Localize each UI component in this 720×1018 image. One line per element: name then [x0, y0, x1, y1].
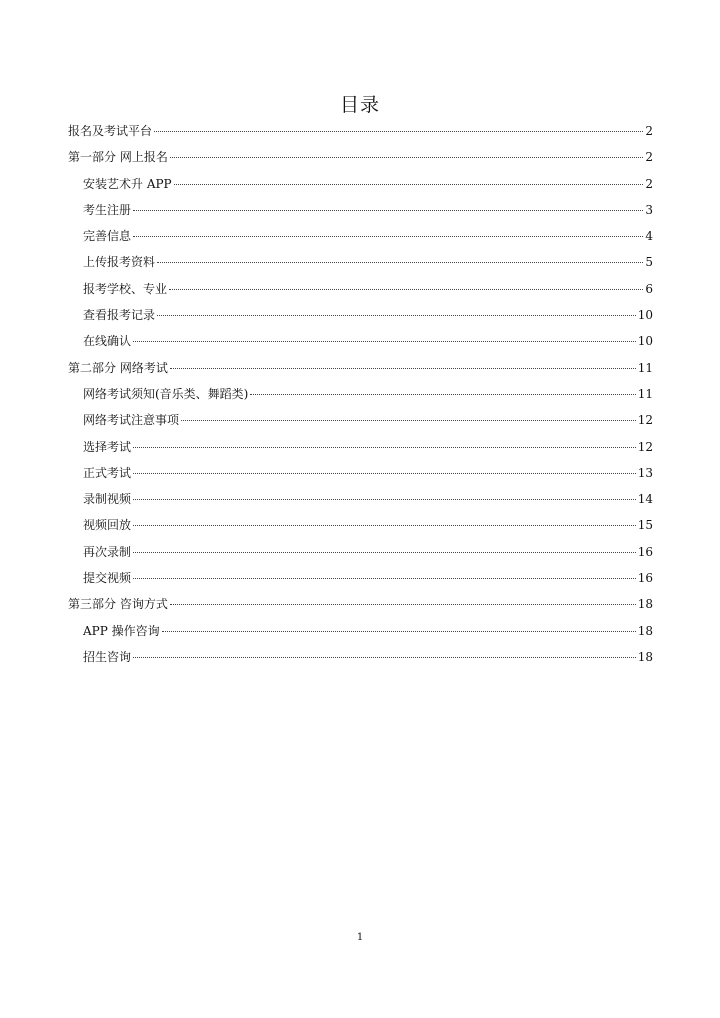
toc-dot-leader [133, 525, 636, 526]
toc-dot-leader [157, 315, 636, 316]
toc-dot-leader [170, 368, 636, 369]
toc-entry-page: 10 [637, 308, 653, 323]
toc-entry-label: 完善信息 [83, 229, 132, 244]
toc-title: 目录 [339, 94, 380, 116]
toc-entry-label: 第二部分 网络考试 [68, 360, 168, 375]
toc-entry-page: 5 [645, 255, 653, 270]
toc-entry-label: 招生咨询 [83, 649, 132, 664]
toc-dot-leader [133, 657, 636, 658]
toc-entry[interactable] [68, 302, 653, 328]
toc-entry-label: 网络考试注意事项 [83, 413, 180, 428]
toc-entry[interactable] [68, 618, 653, 644]
toc-dot-leader [133, 473, 636, 474]
toc-entry-label: 正式考试 [83, 465, 132, 480]
toc-entry[interactable] [68, 144, 653, 170]
toc-entry[interactable] [68, 407, 653, 433]
toc-entry-page: 11 [637, 386, 653, 401]
toc-entry[interactable] [68, 539, 653, 565]
toc-dot-leader [133, 552, 636, 553]
toc-entry-label: 视频回放 [83, 518, 132, 533]
toc-entry[interactable] [68, 223, 653, 249]
toc-dot-leader [170, 604, 636, 605]
toc-dot-leader [162, 631, 636, 632]
toc-entry-page: 3 [645, 202, 653, 217]
toc-entry-label: 网络考试须知(音乐类、舞蹈类) [83, 386, 249, 401]
toc-entry[interactable] [68, 381, 653, 407]
toc-entry[interactable] [68, 118, 653, 144]
toc-dot-leader [169, 289, 643, 290]
toc-entry-page: 4 [645, 229, 653, 244]
toc-entry-label: 第一部分 网上报名 [68, 150, 168, 165]
toc-entry-page: 18 [637, 597, 653, 612]
toc-entry-page: 12 [637, 439, 653, 454]
toc-entry[interactable] [68, 355, 653, 381]
toc-entry[interactable] [68, 171, 653, 197]
toc-entry-page: 13 [637, 465, 653, 480]
toc-entry-label: 第三部分 咨询方式 [68, 597, 168, 612]
toc-entry-label: 查看报考记录 [83, 308, 156, 323]
toc-entry[interactable] [68, 644, 653, 670]
toc-entry-page: 11 [637, 360, 653, 375]
toc-dot-leader [133, 447, 636, 448]
toc-entry[interactable] [68, 328, 653, 354]
toc-entry-page: 15 [637, 518, 653, 533]
toc-dot-leader [250, 394, 635, 395]
toc-entry[interactable] [68, 565, 653, 591]
toc-entry[interactable] [68, 591, 653, 617]
toc-entry-page: 2 [645, 150, 653, 165]
toc-dot-leader [170, 157, 643, 158]
toc-entry-page: 2 [645, 176, 653, 191]
toc-entry-label: 安装艺术升 APP [83, 176, 172, 191]
toc-entry-label: 选择考试 [83, 439, 132, 454]
toc-entry-page: 10 [637, 334, 653, 349]
toc-dot-leader [133, 210, 643, 211]
toc-entry[interactable] [68, 434, 653, 460]
toc-entry[interactable] [68, 460, 653, 486]
toc-entry-label: 考生注册 [83, 202, 132, 217]
toc-entry-page: 12 [637, 413, 653, 428]
toc-entry-page: 14 [637, 492, 653, 507]
toc-entry[interactable] [68, 486, 653, 512]
toc-dot-leader [133, 578, 636, 579]
toc-entry-page: 16 [637, 544, 653, 559]
toc-dot-leader [154, 131, 643, 132]
page-number: 1 [356, 932, 364, 943]
toc-entry-label: 上传报考资料 [83, 255, 156, 270]
toc-dot-leader [174, 184, 643, 185]
toc-entry-label: 在线确认 [83, 334, 132, 349]
toc-dot-leader [133, 499, 636, 500]
toc-list [68, 118, 653, 670]
toc-dot-leader [133, 236, 643, 237]
toc-dot-leader [181, 420, 636, 421]
toc-entry[interactable] [68, 249, 653, 275]
toc-entry-page: 6 [645, 281, 653, 296]
toc-entry-page: 18 [637, 649, 653, 664]
toc-entry-label: 报名及考试平台 [68, 124, 153, 138]
toc-entry-label: APP 操作咨询 [83, 623, 160, 638]
toc-entry[interactable] [68, 197, 653, 223]
toc-entry-label: 报考学校、专业 [83, 281, 168, 296]
toc-entry-page: 18 [637, 623, 653, 638]
toc-entry-label: 再次录制 [83, 544, 132, 559]
toc-dot-leader [157, 262, 643, 263]
toc-dot-leader [133, 341, 636, 342]
toc-entry-label: 录制视频 [83, 492, 132, 507]
toc-entry[interactable] [68, 276, 653, 302]
toc-entry-page: 16 [637, 571, 653, 586]
toc-entry-label: 提交视频 [83, 571, 132, 586]
toc-entry[interactable] [68, 512, 653, 538]
toc-entry-page: 2 [645, 124, 653, 138]
